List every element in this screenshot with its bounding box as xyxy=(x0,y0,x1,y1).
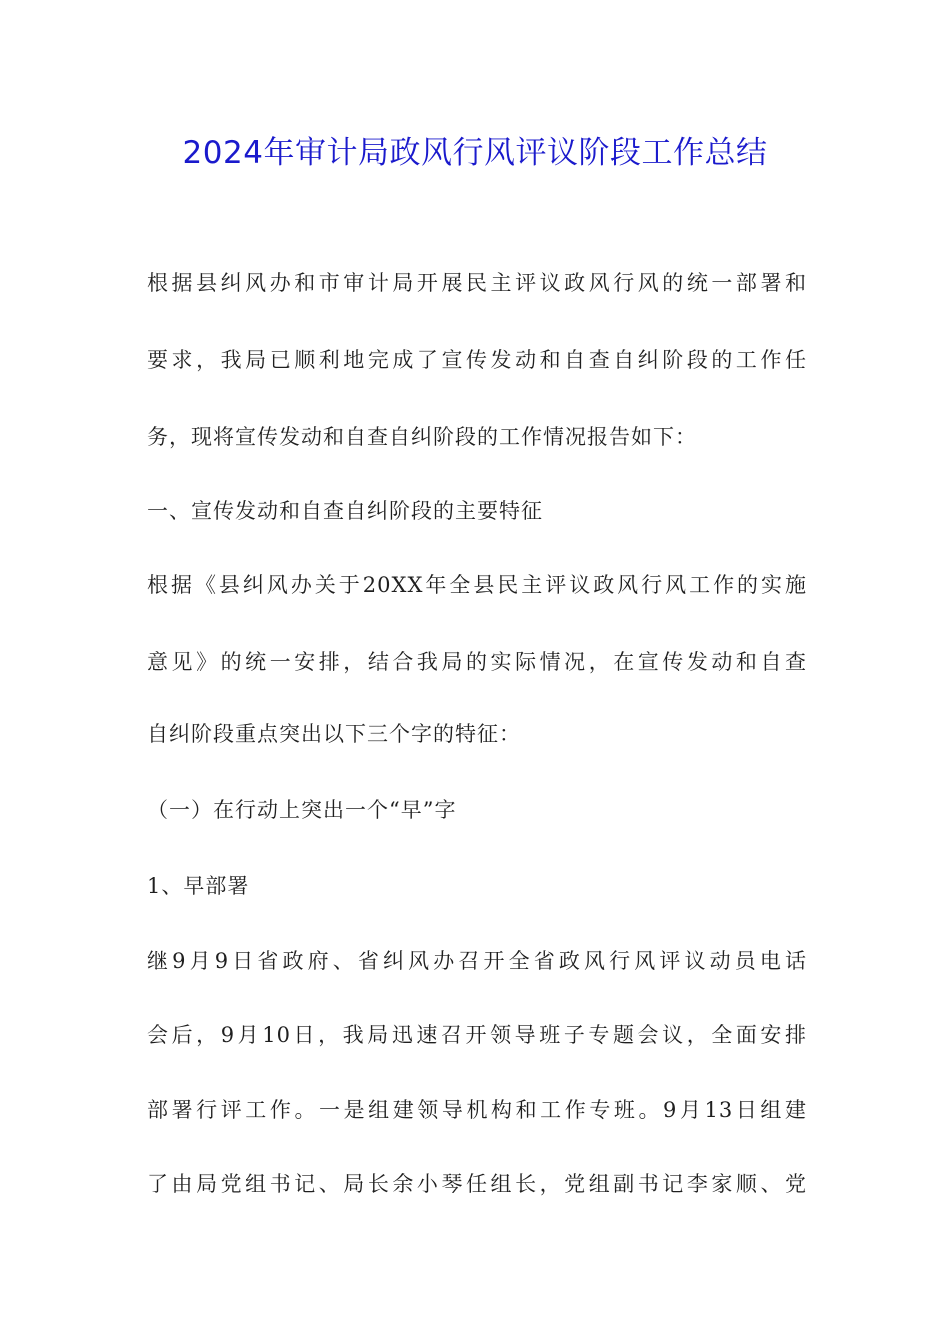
item-heading: 1、早部署 xyxy=(147,874,250,898)
paragraph-line: 部署行评工作。一是组建领导机构和工作专班。9月13日组建 xyxy=(147,1098,807,1122)
paragraph-line: 自纠阶段重点突出以下三个字的特征： xyxy=(147,722,521,746)
paragraph-line: 意见》的统一安排，结合我局的实际情况，在宣传发动和自查 xyxy=(147,650,807,674)
paragraph-line: 了由局党组书记、局长余小琴任组长，党组副书记李家顺、党 xyxy=(147,1172,807,1196)
paragraph-line: 会后，9月10日，我局迅速召开领导班子专题会议，全面安排 xyxy=(147,1023,807,1047)
paragraph-line: 务，现将宣传发动和自查自纠阶段的工作情况报告如下： xyxy=(147,425,697,449)
paragraph-line: 根据《县纠风办关于20XX年全县民主评议政风行风工作的实施 xyxy=(147,573,807,597)
section-heading: 一、宣传发动和自查自纠阶段的主要特征 xyxy=(147,499,543,523)
paragraph-line: 根据县纠风办和市审计局开展民主评议政风行风的统一部署和 xyxy=(147,271,807,295)
document-title: 2024年审计局政风行风评议阶段工作总结 xyxy=(182,135,768,171)
subsection-heading: （一）在行动上突出一个“早”字 xyxy=(147,798,457,822)
paragraph-line: 要求，我局已顺利地完成了宣传发动和自查自纠阶段的工作任 xyxy=(147,348,807,372)
paragraph-line: 继9月9日省政府、省纠风办召开全省政风行风评议动员电话 xyxy=(147,949,807,973)
